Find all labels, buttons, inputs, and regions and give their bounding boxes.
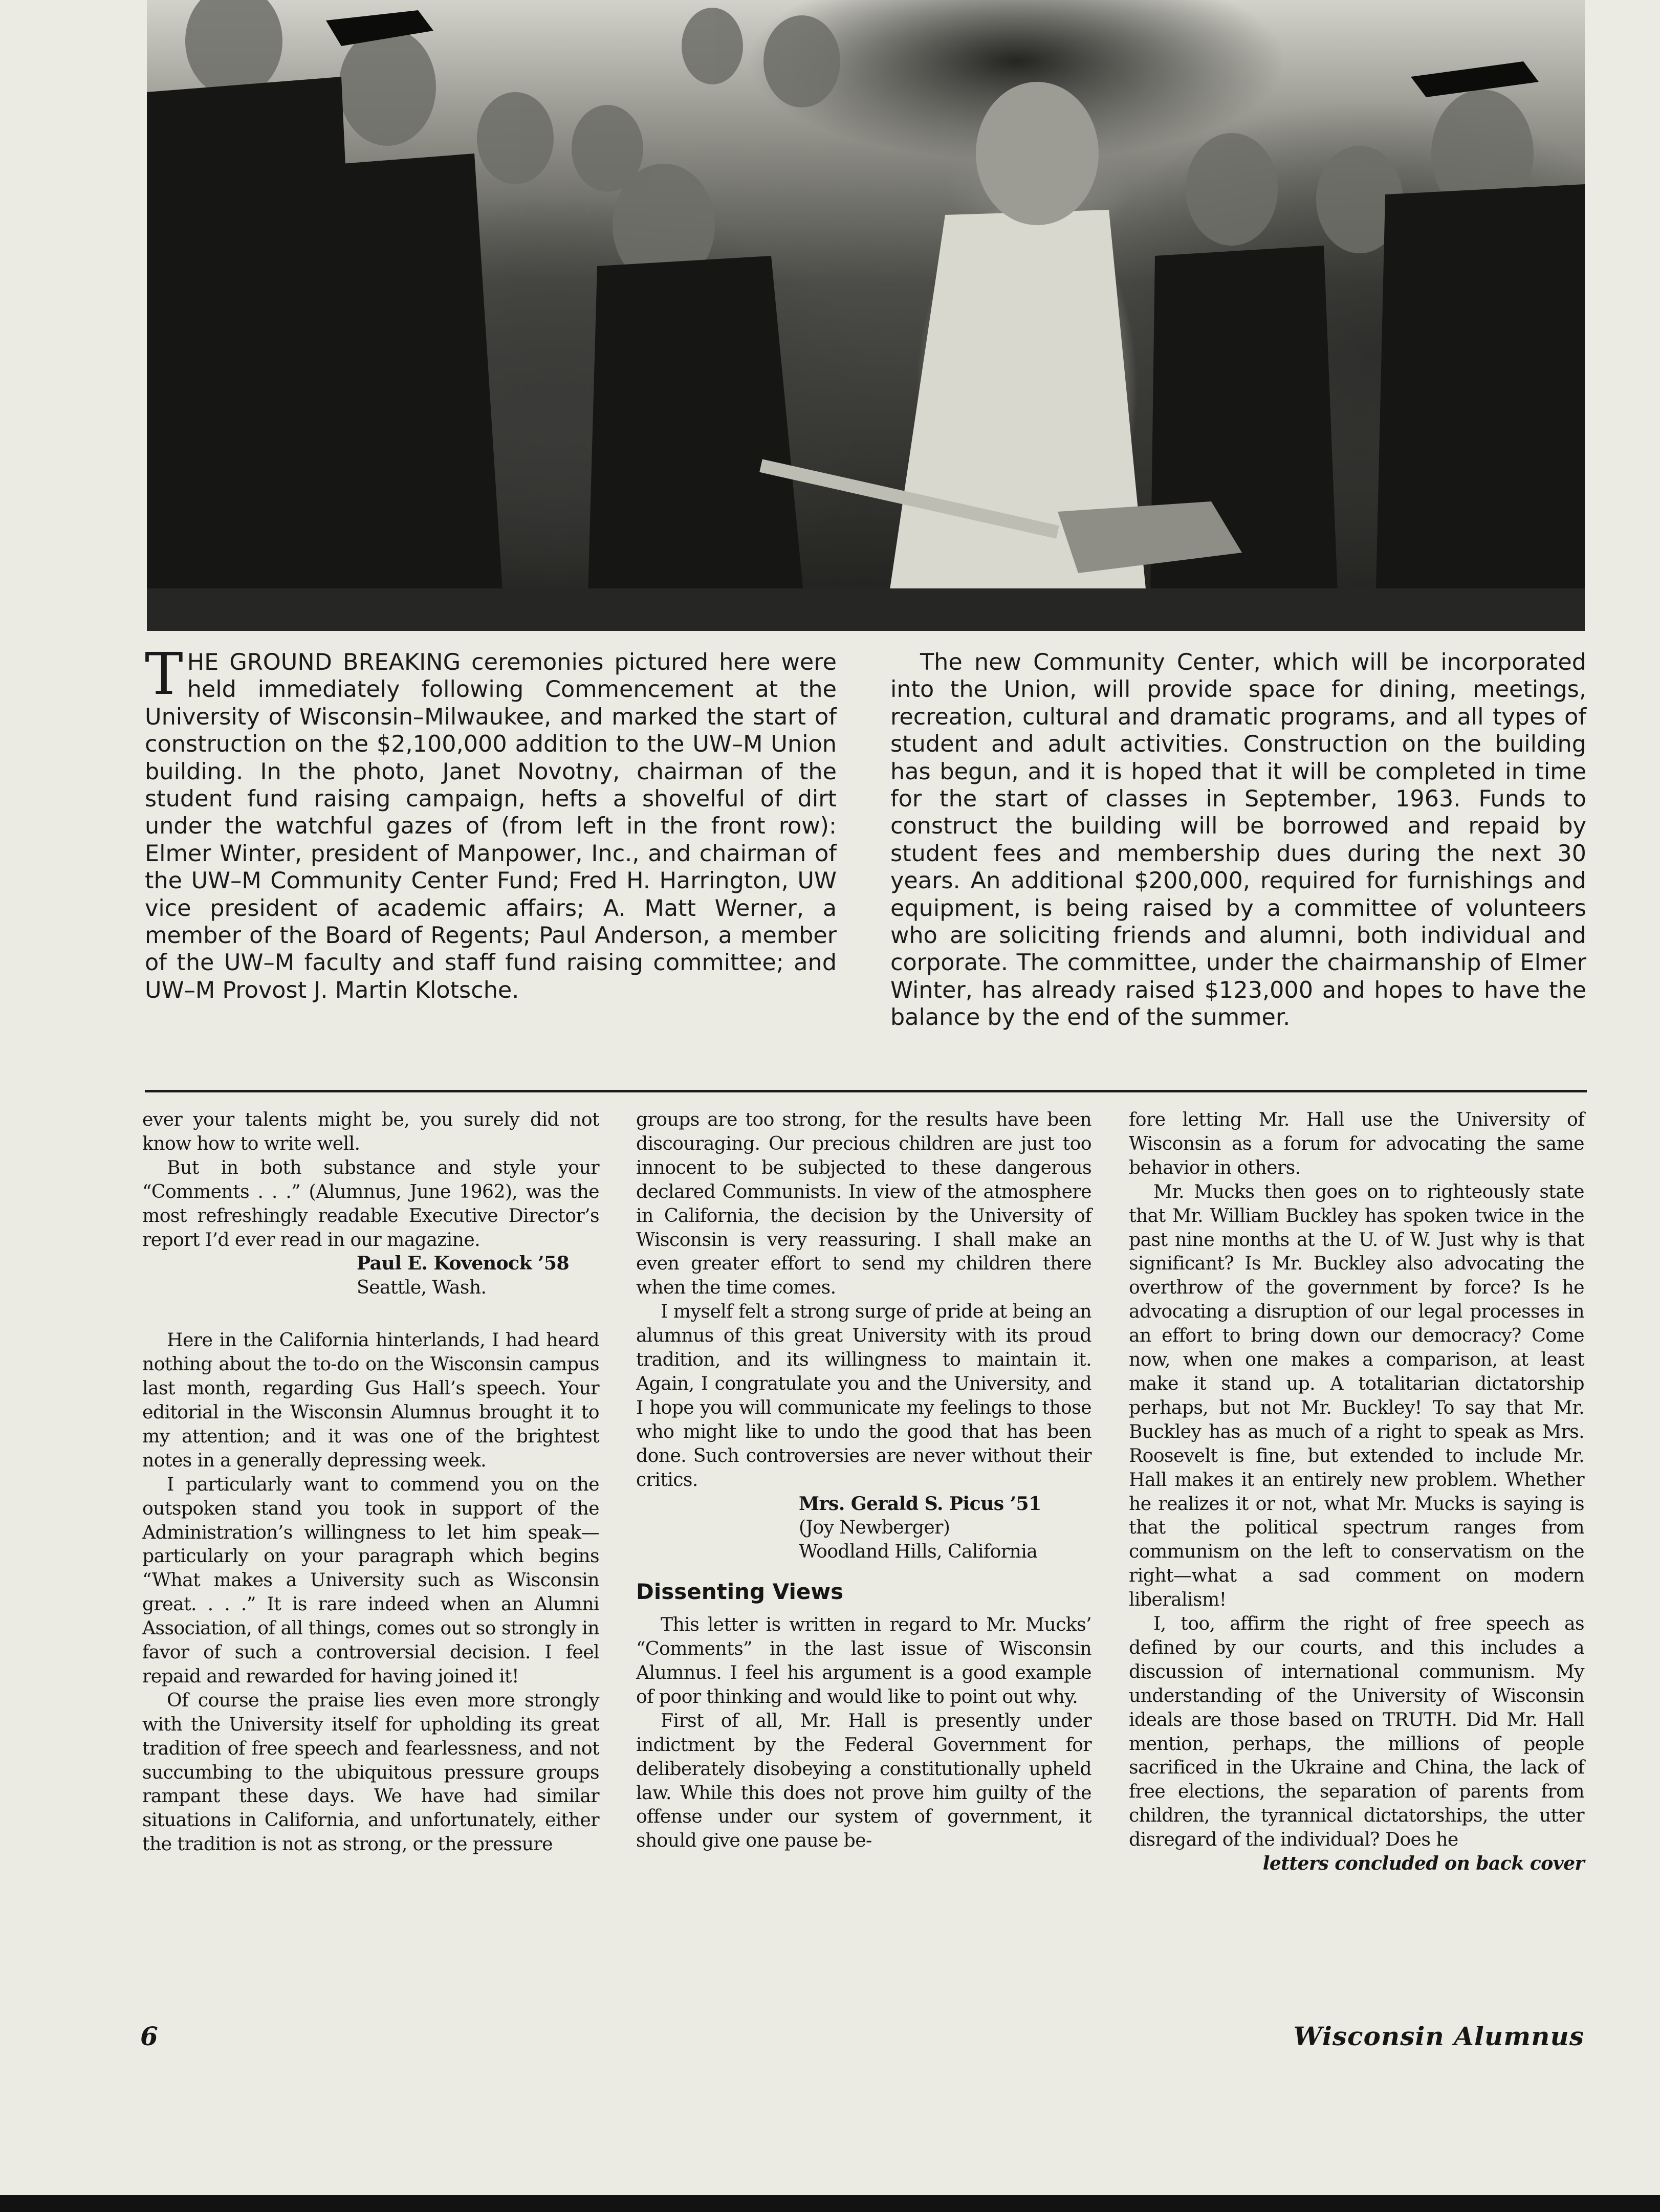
scan-edge [0, 2195, 1660, 2212]
continued-note: letters concluded on back cover [1262, 1852, 1584, 1875]
letter-paragraph: Mr. Mucks then goes on to righteously state that Mr. William Buckley has spoken twice in the past nine months at the U. of W. Just why is that significant? Is Mr. Buckley also advocating the overthrow of the government by force? Is he advocating a disruption of our legal processes in an effort to bring down our democracy? Come now, when one makes a comparison, at least make it stand up. A totalitarian dictatorship perhaps, but not Mr. Buckley! To say that Mr. Buckley has as much of a right to speak as Mrs. Roosevelt is fine, but extended to include Mr. Hall makes it an entirely new problem. Whether he realizes it or not, what Mr. Mucks is saying is that the political spectrum ranges from communism on the left to conservatism on the right—what a sad comment on modern liberalism! [1129, 1180, 1584, 1611]
letter-paragraph: Of course the praise lies even more strongly with the University itself for upholding its great tradition of free speech and fearlessness, and not succumbing to the ubiquitous pressure groups rampant these days. We have had similar situations in California, and unfortunately, either the tradition is not as strong, or the pressure [142, 1689, 599, 1855]
caption-left-text: HE GROUND BREAKING ceremonies pictured here were held immediately following Commencement at the University of Wisconsin–Milwaukee, and marked the start of construction on the $2,100,000 addition to the UW–M Union building. In the photo, Janet Novotny, chairman of the student fund raising campaign, hefts a shovelful of dirt under the watchful gazes of (from left in the front row): Elmer Winter, president of Manpower, Inc., and chairman of the UW–M Community Center Fund; Fred H. Harrington, UW vice president of academic affairs; A. Matt Werner, a member of the Board of Regents; Paul Anderson, a member of the UW–M faculty and staff fund raising committee; and UW–M Provost J. Martin Klotsche. [145, 649, 837, 1003]
section-divider [145, 1090, 1587, 1092]
letters-column-2 [636, 1108, 1091, 1853]
letter-paragraph: I particularly want to commend you on the outspoken stand you took in support of the Administration’s willingness to let him speak—particularly on your paragraph which begins “What makes a University such as Wisconsin great. . . .” It is rare indeed when an Alumni Association, of all things, comes out so strongly in favor of such a controversial decision. I feel repaid and rewarded for having joined it! [142, 1473, 599, 1687]
letter-paragraph: fore letting Mr. Hall use the University of Wisconsin as a forum for advocating the same behavior in others. [1129, 1108, 1584, 1178]
letter-paragraph: This letter is written in regard to Mr. Mucks’ “Comments” in the last issue of Wisconsin Alumnus. I feel his argument is a good example of poor thinking and would like to point out why. [636, 1613, 1091, 1707]
letter-signature-place: Seattle, Wash. [357, 1276, 487, 1299]
letter-signature-place: Woodland Hills, California [799, 1540, 1038, 1563]
ground-breaking-photo [147, 0, 1585, 631]
letter-paragraph: I myself felt a strong surge of pride at being an alumnus of this great University with its proud tradition, and its willingness to maintain it. Again, I congratulate you and the University, and I hope you will communicate my feelings to those who might like to undo the good that has been done. Such controversies are never without their critics. [636, 1300, 1091, 1491]
section-heading: Dissenting Views [636, 1579, 844, 1605]
letter-paragraph: I, too, affirm the right of free speech as defined by our courts, and this includes a discussion of international communism. My understanding of the University of Wisconsin ideals are those based on TRUTH. Did Mr. Hall mention, perhaps, the millions of people sacrificed in the Ukraine and China, the lack of free elections, the separation of parents from children, the tyrannical dictatorships, the utter disregard of the individual? Does he [1129, 1612, 1584, 1851]
page-number: 6 [140, 2021, 158, 2051]
drop-cap: T [145, 641, 183, 708]
letter-paragraph: Here in the California hinterlands, I had heard nothing about the to-do on the Wisconsin campus last month, regarding Gus Hall’s speech. Your editorial in the Wisconsin Alumnus brought it to my attention; and it was one of the brightest notes in a generally depressing week. [142, 1329, 599, 1471]
letters-column-3 [1129, 1108, 1584, 1876]
letter-spacer [142, 1300, 599, 1328]
letter-paragraph: ever your talents might be, you surely did not know how to write well. [142, 1108, 599, 1154]
letter-paragraph: groups are too strong, for the results have been discouraging. Our precious children are just too innocent to be subjected to these dangerous declared Communists. In view of the atmosphere in California, the decision by the University of Wisconsin is very reassuring. I shall make an even greater effort to send my children there when the time comes. [636, 1108, 1091, 1299]
magazine-title: Wisconsin Alumnus [1293, 2021, 1584, 2051]
letter-signature-maiden-name: (Joy Newberger) [799, 1516, 950, 1539]
letter-signature-name: Mrs. Gerald S. Picus ’51 [799, 1492, 1041, 1515]
letter-paragraph: First of all, Mr. Hall is presently under indictment by the Federal Government for deliberately disobeying a constitutionally upheld law. While this does not prove him guilty of the offense under our system of government, it should give one pause be- [636, 1709, 1091, 1852]
letter-signature-name: Paul E. Kovenock ’58 [357, 1252, 570, 1275]
letters-column-1 [142, 1108, 599, 1856]
photo-figures [147, 0, 1585, 631]
photo-caption-left [145, 641, 837, 1004]
photo-caption-right: The new Community Center, which will be incorporated into the Union, will provide space for dining, meetings, recreation, cultural and dramatic programs, and all types of student and adult activities. Construction on the building has begun, and it is hoped that it will be completed in time for the start of classes in September, 1963. Funds to construct the building will be borrowed and repaid by student fees and membership dues during the next 30 years. An additional $200,000, required for furnishings and equipment, is being raised by a committee of volunteers who are soliciting friends and alumni, both individual and corporate. The committee, under the chairmanship of Elmer Winter, has already raised $123,000 and hopes to have the balance by the end of the summer. [890, 649, 1586, 1031]
letter-paragraph: But in both substance and style your “Comments . . .” (Alumnus, June 1962), was the most refreshingly readable Executive Director’s report I’d ever read in our magazine. [142, 1156, 599, 1251]
